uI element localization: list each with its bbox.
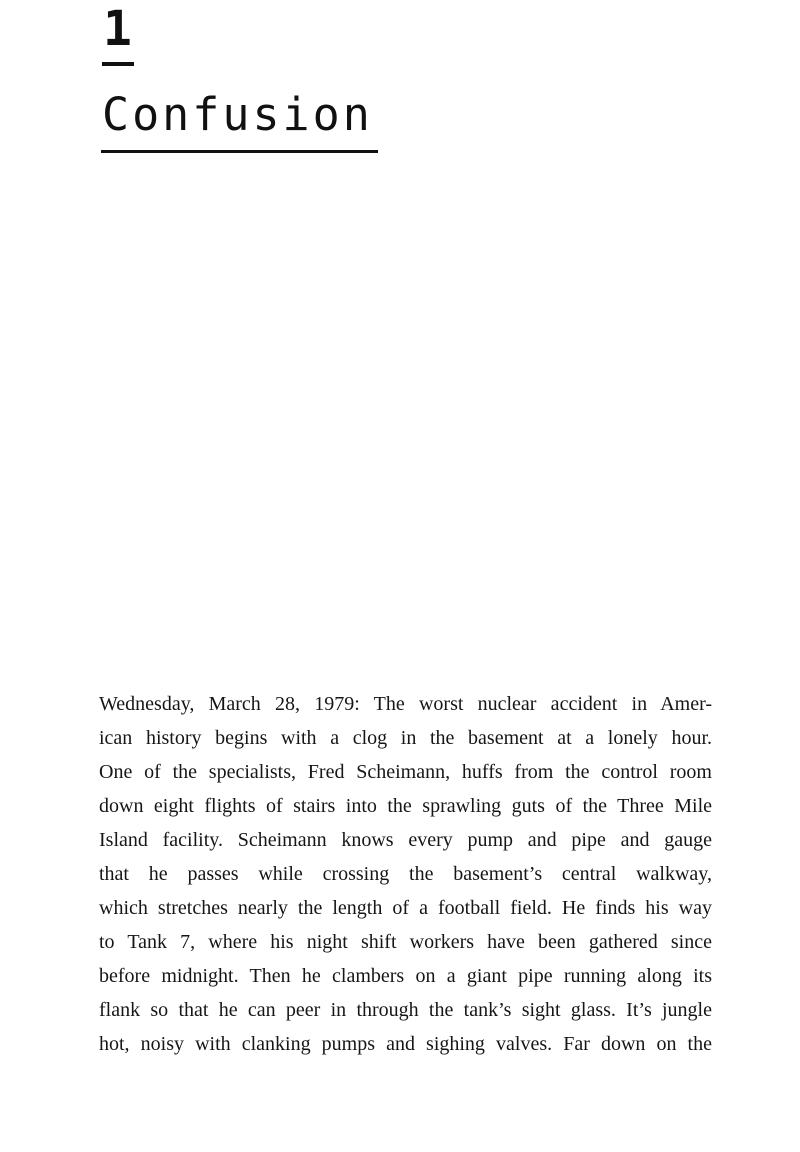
body-line: down eight flights of stairs into the sprawling guts of the Three Mile	[99, 795, 712, 817]
body-paragraph	[99, 687, 712, 1061]
body-line: Wednesday, March 28, 1979: The worst nuclear accident in Amer-	[99, 693, 712, 715]
chapter-number: 1	[103, 1, 134, 57]
body-line: Island facility. Scheimann knows every pump and pipe and gauge	[99, 829, 712, 851]
chapter-title-underline	[101, 150, 378, 153]
chapter-number-underline	[102, 62, 134, 66]
body-line: before midnight. Then he clambers on a giant pipe running along its	[99, 965, 712, 987]
body-line: ican history begins with a clog in the basement at a lonely hour.	[99, 727, 712, 749]
body-line: flank so that he can peer in through the tank’s sight glass. It’s jungle	[99, 999, 712, 1021]
body-line: to Tank 7, where his night shift workers have been gathered since	[99, 931, 712, 953]
body-line: One of the specialists, Fred Scheimann, huffs from the control room	[99, 761, 712, 783]
body-line: hot, noisy with clanking pumps and sighing valves. Far down on the	[99, 1033, 712, 1055]
body-line: which stretches nearly the length of a football field. He finds his way	[99, 897, 712, 919]
body-line: that he passes while crossing the basement’s central walkway,	[99, 863, 712, 885]
chapter-title: Confusion	[102, 88, 373, 141]
